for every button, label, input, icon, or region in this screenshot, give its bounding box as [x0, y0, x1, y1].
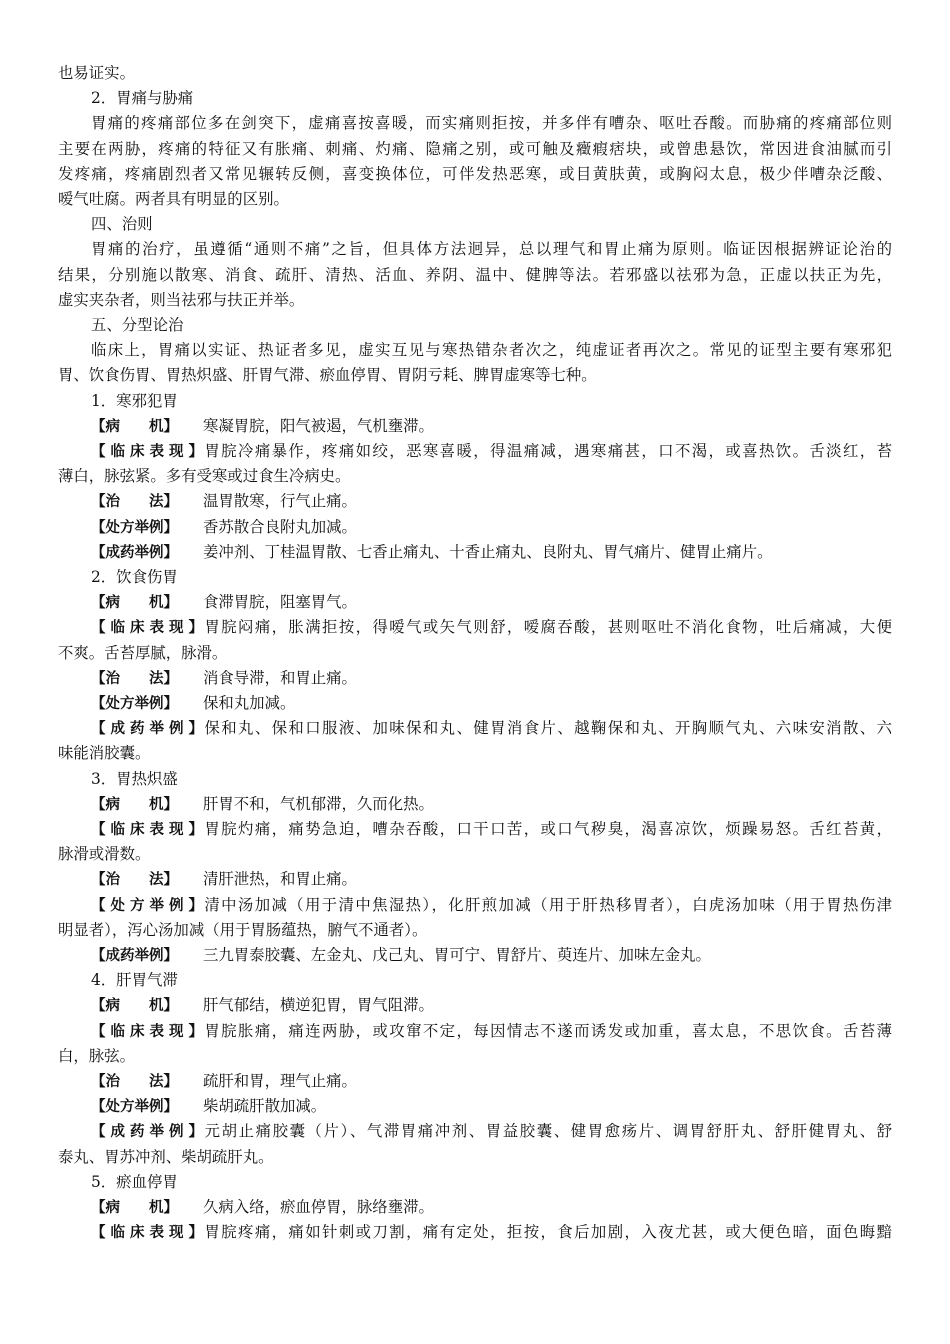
line-text: 主要在两胁，疼痛的特征又有胀痛、刺痛、灼痛、隐痛之别，或可触及癥瘕痞块，或曾患悬饮，常因进食油腻而引: [58, 139, 892, 158]
line-text: 胃脘闷痛，胀满拒按，得嗳气或矢气则舒，嗳腐吞酸，甚则呕吐不消化食物，吐后痛减，大便: [203, 618, 892, 637]
field-tag: 【成药举例】: [91, 721, 203, 738]
field-tag: 【病 机】: [91, 796, 178, 813]
labeled-line: [91, 816, 892, 842]
text-line: [58, 161, 892, 187]
line-text: 发疼痛，疼痛剧烈者又常见辗转反侧，喜变换体位，可伴发热恶寒，或目黄肤黄，或胸闷太息，极少伴嘈杂泛酸、: [58, 164, 892, 183]
line-text: 薄白，脉弦紧。多有受寒或过食生冷病史。: [58, 467, 351, 486]
field-tag: 【病 机】: [91, 998, 178, 1015]
text-line: [58, 1144, 892, 1170]
labeled-line: [91, 665, 892, 691]
text-line: [91, 211, 892, 237]
labeled-line: [91, 589, 892, 615]
line-text: 胃痛的疼痛部位多在剑突下，虚痛喜按喜暖，而实痛则拒按，并多伴有嘈杂、呕吐吞酸。而胁痛的疼痛部位则: [91, 114, 892, 133]
line-text: 胃脘灼痛，痛势急迫，嘈杂吞酸，口干口苦，或口气秽臭，渴喜凉饮，烦躁易怒。舌红苔黄，: [203, 820, 892, 838]
line-text: 3．胃热炽盛: [91, 769, 178, 788]
labeled-line: [91, 614, 892, 640]
text-line: [58, 640, 892, 666]
line-text: 泰丸、胃苏冲剂、柴胡疏肝丸。: [58, 1147, 274, 1166]
labeled-line: [91, 1018, 892, 1044]
line-text: 寒凝胃脘，阳气被遏，气机壅滞。: [203, 416, 434, 435]
line-text: 2．胃痛与胁痛: [91, 89, 194, 108]
line-text: 4．肝胃气滞: [91, 971, 178, 990]
field-tag: 【病 机】: [91, 1200, 178, 1216]
text-line: [58, 917, 892, 943]
line-text: 味能消胶囊。: [58, 744, 151, 763]
line-text: 保和丸、保和口服液、加味保和丸、健胃消食片、越鞠保和丸、开胸顺气丸、六味安消散、六: [203, 719, 892, 738]
text-line: [58, 463, 892, 489]
line-text: 肝气郁结，横逆犯胃，胃气阻滞。: [203, 996, 434, 1015]
text-line: [91, 1169, 892, 1195]
text-line: [58, 186, 892, 212]
line-text: 脉滑或滑数。: [58, 845, 151, 864]
field-tag: 【临床表现】: [91, 444, 203, 460]
field-tag: 【治 法】: [91, 1074, 178, 1090]
field-tag: 【处方举例】: [91, 696, 178, 712]
text-line: [91, 564, 892, 590]
line-text: 2．饮食伤胃: [91, 568, 178, 586]
field-tag: 【病 机】: [91, 595, 178, 612]
field-tag: 【临床表现】: [91, 620, 203, 637]
labeled-line: [91, 514, 892, 540]
text-line: [58, 136, 892, 162]
line-text: 胃痛的治疗，虽遵循“通则不痛”之旨，但具体方法迥异，总以理气和胃止痛为原则。临证因根据辨证论治的: [91, 240, 892, 259]
text-line: [91, 312, 892, 338]
field-tag: 【处方举例】: [91, 1099, 178, 1116]
labeled-line: [91, 1068, 892, 1094]
field-tag: 【成药举例】: [91, 948, 178, 964]
text-line: [58, 262, 892, 288]
text-line: [58, 60, 892, 86]
labeled-line: [91, 992, 892, 1018]
text-line: [58, 287, 892, 313]
line-text: 保和丸加减。: [203, 694, 296, 712]
line-text: 四、治则: [91, 215, 153, 234]
line-text: 结果，分别施以散寒、消食、疏肝、清热、活血、养阴、温中、健脾等法。若邪盛以祛邪为急，正虚以扶正为先，: [58, 265, 892, 284]
labeled-line: [91, 488, 892, 514]
line-text: 胃、饮食伤胃、胃热炽盛、肝胃气滞、瘀血停胃、胃阴亏耗、脾胃虚寒等七种。: [58, 366, 597, 385]
line-text: 疏肝和胃，理气止痛。: [203, 1072, 357, 1090]
line-text: 临床上，胃痛以实证、热证者多见，虚实互见与寒热错杂者次之，纯虚证者再次之。常见的证型主要有寒邪犯: [91, 341, 892, 360]
line-text: 柴胡疏肝散加减。: [203, 1097, 327, 1116]
line-text: 胃脘胀痛，痛连两胁，或攻窜不定，每因情志不遂而诱发或加重，喜太息，不思饮食。舌苔薄: [203, 1021, 892, 1040]
field-tag: 【临床表现】: [91, 1225, 203, 1242]
field-tag: 【处方举例】: [91, 897, 203, 914]
line-text: 胃脘疼痛，痛如针刺或刀割，痛有定处，拒按，食后加剧，入夜尤甚，或大便色暗，面色晦黯: [203, 1223, 892, 1242]
labeled-line: [91, 413, 892, 439]
line-text: 肝胃不和，气机郁滞，久而化热。: [203, 794, 434, 813]
line-text: 也易证实。: [58, 64, 135, 82]
field-tag: 【成药举例】: [91, 544, 178, 561]
field-tag: 【治 法】: [91, 872, 178, 889]
line-text: 消食导滞，和胃止痛。: [203, 668, 357, 687]
line-text: 清肝泄热，和胃止痛。: [203, 870, 357, 889]
field-tag: 【治 法】: [91, 670, 178, 687]
field-tag: 【成药举例】: [91, 1124, 203, 1141]
labeled-line: [91, 942, 892, 968]
text-line: [91, 110, 892, 136]
line-text: 白，脉弦。: [58, 1046, 135, 1065]
text-line: [58, 362, 892, 388]
text-line: [58, 740, 892, 766]
field-tag: 【临床表现】: [91, 1023, 203, 1040]
line-text: 食滞胃脘，阻塞胃气。: [203, 593, 357, 612]
line-text: 嗳气吐腐。两者具有明显的区别。: [58, 190, 289, 208]
line-text: 久病入络，瘀血停胃，脉络壅滞。: [203, 1198, 434, 1216]
text-line: [91, 766, 892, 792]
text-line: [58, 1043, 892, 1069]
text-line: [91, 337, 892, 363]
line-text: 元胡止痛胶囊（片）、气滞胃痛冲剂、胃益胶囊、健胃愈疡片、调胃舒肝丸、舒肝健胃丸、舒: [203, 1122, 892, 1141]
line-text: 温胃散寒，行气止痛。: [203, 492, 357, 511]
field-tag: 【治 法】: [91, 494, 178, 511]
labeled-line: [91, 1118, 892, 1144]
labeled-line: [91, 1194, 892, 1220]
line-text: 1．寒邪犯胃: [91, 391, 178, 410]
line-text: 清中汤加减（用于清中焦湿热），化肝煎加减（用于肝热移胃者），白虎汤加味（用于胃热伤津: [203, 895, 892, 914]
labeled-line: [91, 715, 892, 741]
line-text: 三九胃泰胶囊、左金丸、戊己丸、胃可宁、胃舒片、萸连片、加味左金丸。: [203, 946, 711, 964]
text-line: [91, 388, 892, 414]
labeled-line: [91, 1093, 892, 1119]
labeled-line: [91, 1219, 892, 1245]
line-text: 五、分型论治: [91, 316, 184, 334]
labeled-line: [91, 690, 892, 716]
labeled-line: [91, 539, 892, 565]
text-line: [91, 236, 892, 262]
field-tag: 【处方举例】: [91, 519, 178, 536]
line-text: 虚实夹杂者，则当祛邪与扶正并举。: [58, 290, 305, 309]
text-line: [91, 967, 892, 993]
labeled-line: [91, 438, 892, 464]
field-tag: 【病 机】: [91, 418, 178, 435]
line-text: 香苏散合良附丸加减。: [203, 517, 357, 536]
labeled-line: [91, 791, 892, 817]
line-text: 不爽。舌苔厚腻，脉滑。: [58, 643, 228, 662]
field-tag: 【临床表现】: [91, 822, 203, 838]
line-text: 明显者），泻心汤加减（用于胃肠蕴热，腑气不通者）。: [58, 920, 428, 939]
text-line: [91, 85, 892, 111]
labeled-line: [91, 892, 892, 918]
labeled-line: [91, 866, 892, 892]
text-line: [58, 841, 892, 867]
line-text: 姜冲剂、丁桂温胃散、七香止痛丸、十香止痛丸、良附丸、胃气痛片、健胃止痛片。: [203, 542, 773, 561]
line-text: 胃脘冷痛暴作，疼痛如绞，恶寒喜暖，得温痛减，遇寒痛甚，口不渴，或喜热饮。舌淡红，苔: [203, 442, 892, 460]
line-text: 5．瘀血停胃: [91, 1172, 178, 1191]
